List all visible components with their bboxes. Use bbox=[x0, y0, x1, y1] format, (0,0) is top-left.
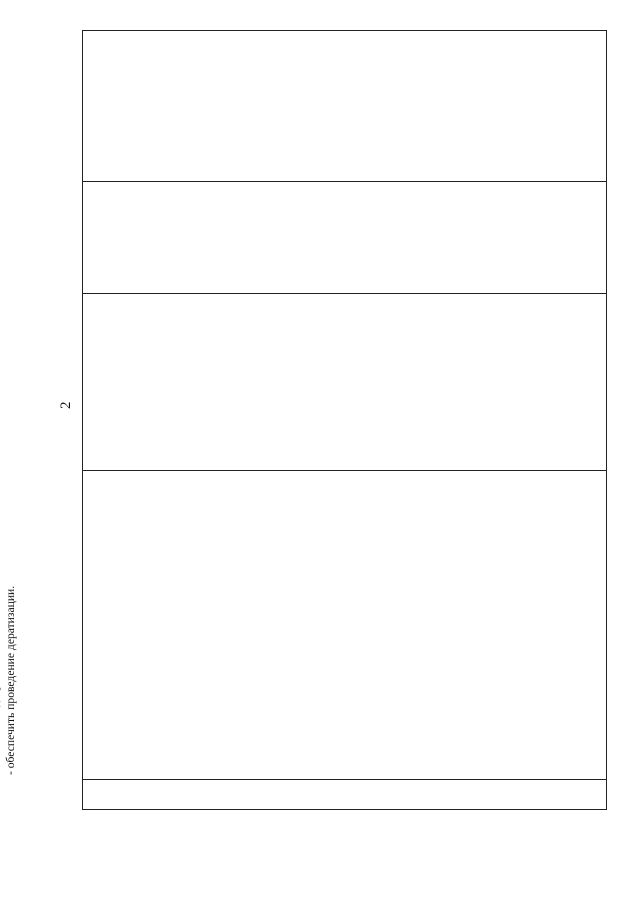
measures-text bbox=[0, 471, 20, 779]
measures-line: - обеспечить проведение дератизации. bbox=[4, 585, 18, 775]
cell-measures bbox=[4, 471, 606, 779]
table-line-right bbox=[606, 30, 607, 810]
table-line-bottom bbox=[82, 809, 607, 810]
cell-deadline bbox=[83, 182, 606, 293]
cell-responsible bbox=[83, 31, 606, 181]
cell-row-number bbox=[83, 780, 606, 809]
page-number: 2 bbox=[58, 401, 74, 409]
cell-executors bbox=[83, 294, 606, 470]
